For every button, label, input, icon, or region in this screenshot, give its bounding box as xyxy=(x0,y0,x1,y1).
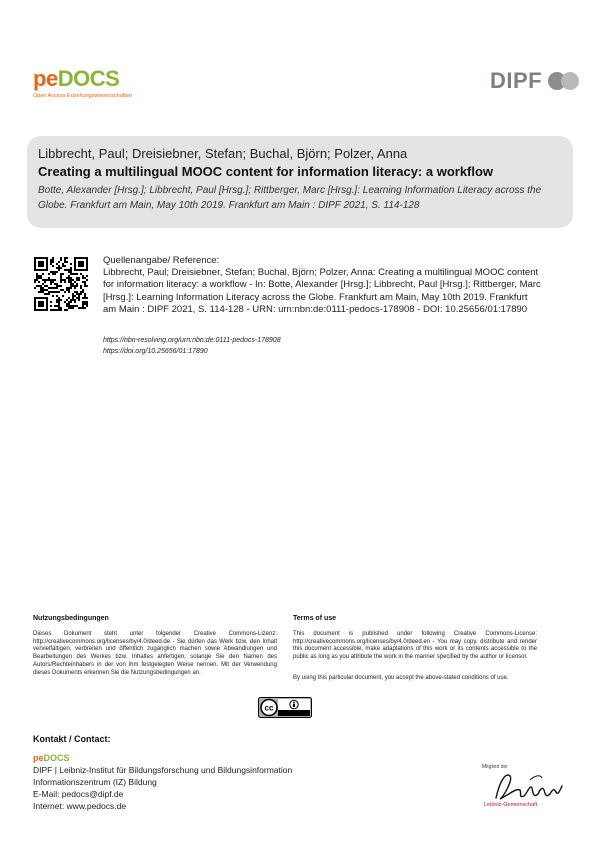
contact-website[interactable]: Internet: www.pedocs.de xyxy=(33,801,127,811)
pedocs-logo xyxy=(33,68,132,99)
qr-code-icon xyxy=(34,257,88,311)
contact-center: Informationszentrum (IZ) Bildung xyxy=(33,777,157,787)
pedocs-logo-docs: DOCS xyxy=(57,66,120,91)
dipf-logo xyxy=(490,68,582,94)
pedocs-tagline: Open Access Erziehungswissenschaften xyxy=(33,93,133,99)
svg-text:cc: cc xyxy=(264,703,274,713)
dipf-circles-icon xyxy=(548,70,582,92)
contact-logo-docs: DOCS xyxy=(43,753,70,763)
source-citation: Botte, Alexander [Hrsg.]; Libbrecht, Paul [Hrsg.]; Rittberger, Marc [Hrsg.]: Learning Information Literacy across the Globe. Frankfurt am Main, May 10th 2019. Frankfurt am Main : DIPF 2021, S. 114-128 xyxy=(38,185,542,211)
doi-link[interactable]: https://doi.org/10.25656/01:17890 xyxy=(103,348,208,355)
terms-de-body: Dieses Dokument steht unter folgender Creative Commons-Lizenz: http://creativecommons.org/licenses/by/4.0/deed.de - Sie dürfen das Werk bzw. den Inhalt vervielfältigen, verbreiten und öffentlich zugänglich machen sowie Abwandlungen und Bearbeitungen des Werkes bzw. Inhaltes anfertigen, solange Sie den Namen des Autors/Rechteinhabers in der von ihm festgelegten Weise nennen. Mit der Verwendung dieses Dokuments erkennen Sie die Nutzungsbedingungen an. xyxy=(33,631,277,676)
leibniz-gemeinschaft-text: Leibniz-Gemeinschaft xyxy=(484,802,538,808)
urn-link[interactable]: https://nbn-resolving.org/urn:nbn:de:0111-pedocs-178908 xyxy=(103,337,281,344)
leibniz-signature-icon xyxy=(490,770,566,804)
leibniz-member-text: Mitglied der xyxy=(482,764,508,770)
dipf-logo-text: DIPF xyxy=(490,68,543,93)
contact-email[interactable]: E-Mail: pedocs@dipf.de xyxy=(33,789,124,799)
pedocs-logo-pe: pe xyxy=(33,66,58,91)
cc-by-icon xyxy=(258,697,312,718)
terms-de-heading: Nutzungsbedingungen xyxy=(33,615,109,622)
contact-logo-pe: pe xyxy=(33,753,44,763)
terms-en-body-2: By using this particular document, you accept the above-stated conditions of use. xyxy=(293,675,509,681)
terms-en-heading: Terms of use xyxy=(293,615,337,622)
reference-text: Libbrecht, Paul; Dreisiebner, Stefan; Buchal, Björn; Polzer, Anna: Creating a multilingual MOOC content for information literacy: a workflow - In: Botte, Alexander [Hrsg.]; Libbrecht, Paul [Hrsg.]; Rittberger, Marc [Hrsg.]: Learning Information Literacy across the Globe. Frankfurt am Main, May 10th 2019. Frankfurt am Main : DIPF 2021, S. 114-128 - URN: urn:nbn:de:0111-pedocs-178908 - DOI: 10.25656/01:17890 xyxy=(103,267,541,316)
document-title: Creating a multilingual MOOC content for information literacy: a workflow xyxy=(38,164,494,179)
leibniz-logo xyxy=(482,764,572,824)
authors: Libbrecht, Paul; Dreisiebner, Stefan; Buchal, Björn; Polzer, Anna xyxy=(38,146,408,161)
reference-label: Quellenangabe/ Reference: xyxy=(103,255,220,266)
terms-en-body: This document is published under following Creative Commons-License: http://creativecommons.org/licenses/by/4.0/deed.en - You may copy, distribute and render this document accessible, make adaptations of this work or its contents accessible to the public as long as you attribute the work in the manner specified by the author or licensor. xyxy=(293,631,537,661)
contact-heading: Kontakt / Contact: xyxy=(33,734,111,744)
contact-pedocs-logo xyxy=(33,753,70,763)
contact-institute: DIPF | Leibniz-Institut für Bildungsforschung und Bildungsinformation xyxy=(33,765,293,775)
